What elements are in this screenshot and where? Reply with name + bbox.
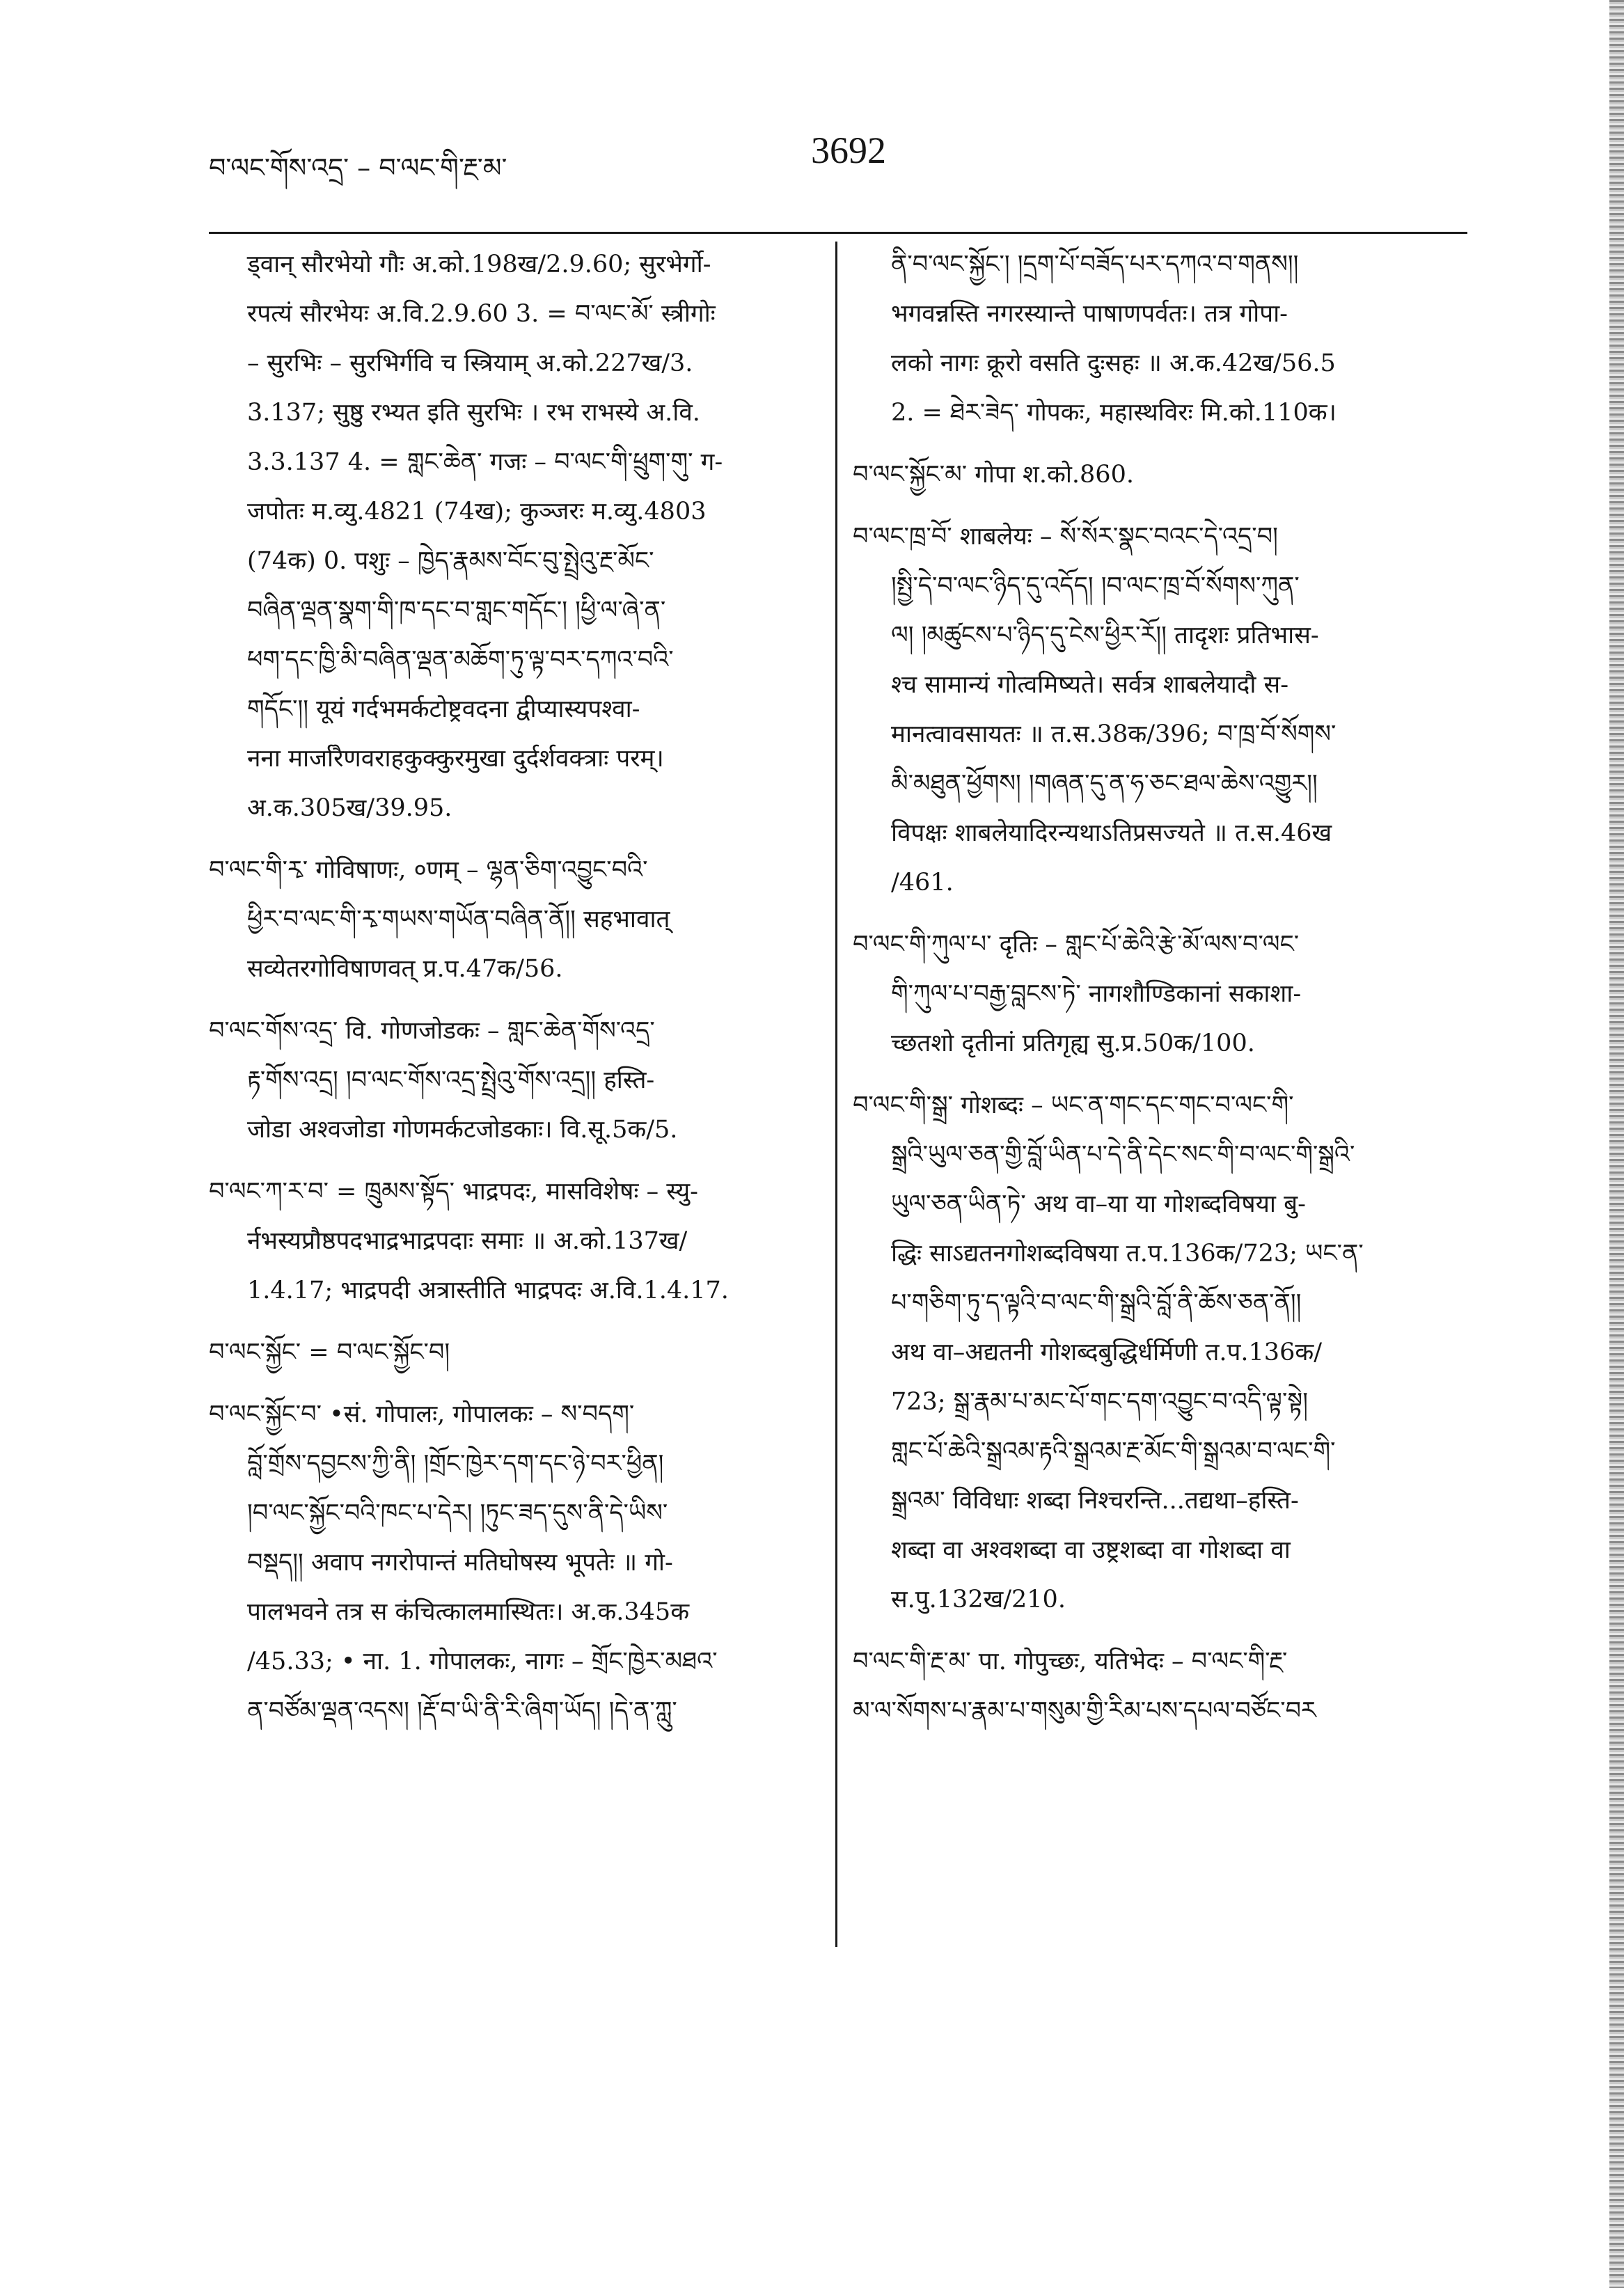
text-line: བ་ལང་སྐྱོང་བ་ •सं. गोपालः, गोपालकः – ས་བདག་ — [209, 1401, 635, 1428]
page-header — [209, 129, 1441, 184]
text-line: །སྤྱི་དེ་བ་ལང་ཉིད་དུ་འདོད། །བ་ལང་ཁྲ་བོ་སོགས་ཀུན་ — [891, 572, 1300, 600]
text-line: मानत्वावसायतः ॥ त.स.38क/396; བ་ཁྲ་བོ་སོགས་ — [891, 720, 1337, 748]
text-line: अथ वा–अद्यतनी गोशब्दबुद्धिर्धर्मिणी त.प.136क/ — [891, 1339, 1323, 1366]
text-line: पालभवने तत्र स कंचित्कालमास्थितः। अ.क.345क — [247, 1598, 690, 1626]
text-line: བ་ལང་སྐྱོང་ = བ་ལང་སྐྱོང་བ། — [209, 1339, 450, 1366]
text-line: /461. — [891, 869, 954, 897]
text-line: གི་ཀུལ་པ་བརྒྱ་བླངས་ཏེ་ नागशौण्डिकानां सकाशा- — [891, 980, 1302, 1008]
text-line: स.पु.132ख/210. — [891, 1586, 1066, 1614]
text-line: བཞིན་ལྡན་སྣག་གི་ཁ་དང་བ་གླང་གདོང་། །ཕྱི་ལ་ཞེ་ན་ — [247, 597, 666, 624]
text-line: གདོང་།། यूयं गर्दभमर्कटोष्ट्रवदना द्वीप्यास्यपश्वा- — [247, 695, 640, 723]
left-column — [209, 240, 821, 1736]
text-line: གླང་པོ་ཆེའི་སྒྲའམ་རྟའི་སྒྲའམ་རྔ་མོང་གི་སྒྲའམ་བ་ལང་གི་ — [891, 1437, 1336, 1465]
text-line: भगवन्नस्ति नगरस्यान्ते पाषाणपर्वतः। तत्र गोपा- — [891, 300, 1288, 328]
text-line: བ་ལང་གི་ཀུལ་པ་ दृतिः – གླང་པོ་ཆེའི་རྩེ་མོ་ལས་བ་ལང་ — [853, 931, 1300, 958]
text-line: ཡུལ་ཅན་ཡིན་ཏེ་ अथ वा–या या गोशब्दविषया बु- — [891, 1190, 1306, 1218]
running-head: བ་ལང་གོས་འདྲ་ – བ་ལང་གི་རྔ་མ་ — [209, 152, 507, 183]
text-line: लको नागः क्रूरो वसति दुःसहः ॥ अ.क.42ख/56.5 — [891, 349, 1336, 377]
text-line: 3.137; सुष्ठु रभ्यत इति सुरभिः । रभ राभस्ये अ.वि. — [247, 399, 700, 427]
text-line: /45.33; • ना. 1. गोपालकः, नागः – གྲོང་ཁྱེར་མཐའ་ — [247, 1648, 718, 1675]
text-line: བ་ལང་ཀ་ར་བ་ = ཁྲུམས་སྟོད་ भाद्रपदः, मासविशेषः – स्यु- — [209, 1178, 698, 1206]
text-line: (74क) 0. पशुः – ཁྱེད་རྣམས་བོང་བུ་སྤྲེའུ་རྔ་མོང་ — [247, 547, 654, 575]
entry-gap — [853, 438, 1467, 450]
text-line: जोडा अश्वजोडा गोणमर्कटजोडकाः। वि.सू.5क/5. — [247, 1116, 678, 1144]
text-line: ལ། །མཚུངས་པ་ཉིད་དུ་ངེས་ཕྱིར་རོ།། तादृशः प्रतिभास- — [891, 622, 1319, 649]
text-line: नना मार्जारैणवराहकुक्कुरमुखा दुर्दर्शवक्त्राः परम्। — [247, 745, 664, 773]
text-line: शब्दा वा अश्वशब्दा वा उष्ट्रशब्दा वा गोशब्दा वा — [891, 1536, 1291, 1564]
text-line: – सुरभिः – सुरभिर्गवि च स्त्रियाम् अ.को.227ख/3. — [247, 349, 693, 377]
text-line: र्नभस्यप्रौष्ठपदभाद्रभाद्रपदाः समाः ॥ अ.को.137ख/ — [247, 1227, 688, 1255]
text-line: 2. = ཐེར་ཟེད་ गोपकः, महास्थविरः मि.को.110क। — [891, 399, 1337, 427]
text-line: विपक्षः शाबलेयादिरन्यथाऽतिप्रसज्यते ॥ त.स.46ख — [891, 819, 1332, 847]
text-line: ड्वान् सौरभेयो गौः अ.को.198ख/2.9.60; सुरभेर्गो- — [247, 251, 711, 278]
entry-gap — [209, 1155, 821, 1167]
text-line: བ་ལང་གི་སྒྲ་ गोशब्दः – ཡང་ན་གང་དང་གང་བ་ལང་གི་ — [853, 1091, 1294, 1119]
text-line: བ་ལང་ཁྲ་བོ་ शाबलेयः – སོ་སོར་སྣང་བའང་དེ་འདྲ་བ། — [853, 523, 1278, 551]
entry-gap — [853, 908, 1467, 920]
text-line: ཕག་དང་ཁྱི་མི་བཞིན་ལྡན་མཆོག་ཏུ་ལྟ་བར་དཀའ་བའི་ — [247, 646, 674, 674]
text-line: द्धिः साऽद्यतनगोशब्दविषया त.प.136क/723; ཡང་ན་ — [891, 1240, 1364, 1268]
entry-gap — [209, 1378, 821, 1390]
text-line: ནི་བ་ལང་སྐྱོང་། །དྲག་པོ་བཟོད་པར་དཀའ་བ་གནས།། — [891, 251, 1299, 278]
text-line: པ་གཅིག་ཏུ་ད་ལྟའི་བ་ལང་གི་སྒྲའི་བློ་ནི་ཆོས་ཅན་ནོ།། — [891, 1289, 1302, 1317]
text-line: श्च सामान्यं गोत्वमिष्यते। सर्वत्र शाबलेयादौ स- — [891, 671, 1289, 699]
text-line: སྒྲའམ་ विविधाः शब्दा निश्चरन्ति...तद्यथा–हस्ति- — [891, 1487, 1299, 1515]
text-line: रपत्यं सौरभेयः अ.वि.2.9.60 3. = བ་ལང་མོ་ स्त्रीगोः — [247, 300, 716, 328]
entry-gap — [853, 1068, 1467, 1081]
text-line: བ་ལང་གི་རྭ་ गोविषाणः, ०णम् – ལྷན་ཅིག་འབྱུང་བའི་ — [209, 856, 648, 884]
text-line: सव्येतरगोविषाणवत् प्र.प.47क/56. — [247, 955, 563, 983]
text-line: བ་ལང་སྐྱོང་མ་ गोपा श.को.860. — [853, 461, 1134, 489]
text-line: མ་ལ་སོགས་པ་རྣམ་པ་གསུམ་གྱི་རིམ་པས་དཔལ་བཙོང་བར — [853, 1697, 1316, 1725]
text-line: ཕྱིར་བ་ལང་གི་རྭ་གཡས་གཡོན་བཞིན་ནོ།། सहभावात् — [247, 906, 670, 933]
entry-gap — [853, 1625, 1467, 1637]
text-line: མི་མཐུན་ཕྱོགས། །གཞན་དུ་ན་ཧ་ཅང་ཐལ་ཆེས་འགྱུར།། — [891, 770, 1318, 798]
page-number: 3692 — [811, 129, 886, 171]
text-line: 1.4.17; भाद्रपदी अत्रास्तीति भाद्रपदः अ.वि.1.4.17. — [247, 1277, 729, 1304]
scan-edge-shadow — [1609, 0, 1624, 2288]
text-line: 3.3.137 4. = གླང་ཆེན་ गजः – བ་ལང་གི་ཕྲུག་གུ་ ग- — [247, 448, 723, 476]
text-line: བསྡད།། अवाप नगरोपान्तं मतिघोषस्य भूपतेः ॥ गो- — [247, 1549, 673, 1577]
header-rule — [209, 232, 1467, 234]
text-line: 723; སྒྲ་རྣམ་པ་མང་པོ་གང་དག་འབྱུང་བ་འདི་ལྟ་སྟེ། — [891, 1388, 1308, 1416]
entry-gap — [209, 833, 821, 846]
text-line: जपोतः म.व्यु.4821 (74ख); कुञ्जरः म.व्यु.4803 — [247, 498, 707, 526]
column-divider — [835, 242, 837, 1947]
text-line: རྟ་གོས་འདྲ། །བ་ལང་གོས་འདྲ་སྤྲེའུ་གོས་འདྲ།། हस्ति- — [247, 1066, 655, 1094]
text-line: བ་ལང་གི་རྔ་མ་ पा. गोपुच्छः, यतिभेदः – བ་ལང་གི་རྔ་ — [853, 1648, 1288, 1675]
text-line: སྒྲའི་ཡུལ་ཅན་གྱི་བློ་ཡིན་པ་དེ་ནི་དེང་སང་གི་བ་ལང་གི་སྒྲའི་ — [891, 1141, 1355, 1169]
right-column — [853, 240, 1467, 1736]
text-line: ན་བཙོམ་ལྡན་འདས། །རྡོ་བ་ཡི་ནི་རི་ཞིག་ཡོད། །དེ་ན་ཀླུ་ — [247, 1697, 677, 1725]
entry-gap — [853, 500, 1467, 512]
entry-gap — [209, 994, 821, 1007]
text-line: अ.क.305ख/39.95. — [247, 794, 452, 822]
text-line: །བ་ལང་སྐྱོང་བའི་ཁང་པ་དེར། །ཏུང་ཟད་དུས་ནི་དེ་ཡིས་ — [247, 1499, 668, 1527]
text-line: བློ་གྲོས་དབྱངས་ཀྱི་ནི། །གྲོང་ཁྱེར་དག་དང་ཉེ་བར་ཕྱིན། — [247, 1450, 664, 1478]
entry-gap — [209, 1316, 821, 1328]
text-line: བ་ལང་གོས་འདྲ་ वि. गोणजोडकः – གླང་ཆེན་གོས་འདྲ་ — [209, 1017, 655, 1045]
text-line: च्छतशो दृतीनां प्रतिगृह्य सु.प्र.50क/100. — [891, 1029, 1255, 1057]
